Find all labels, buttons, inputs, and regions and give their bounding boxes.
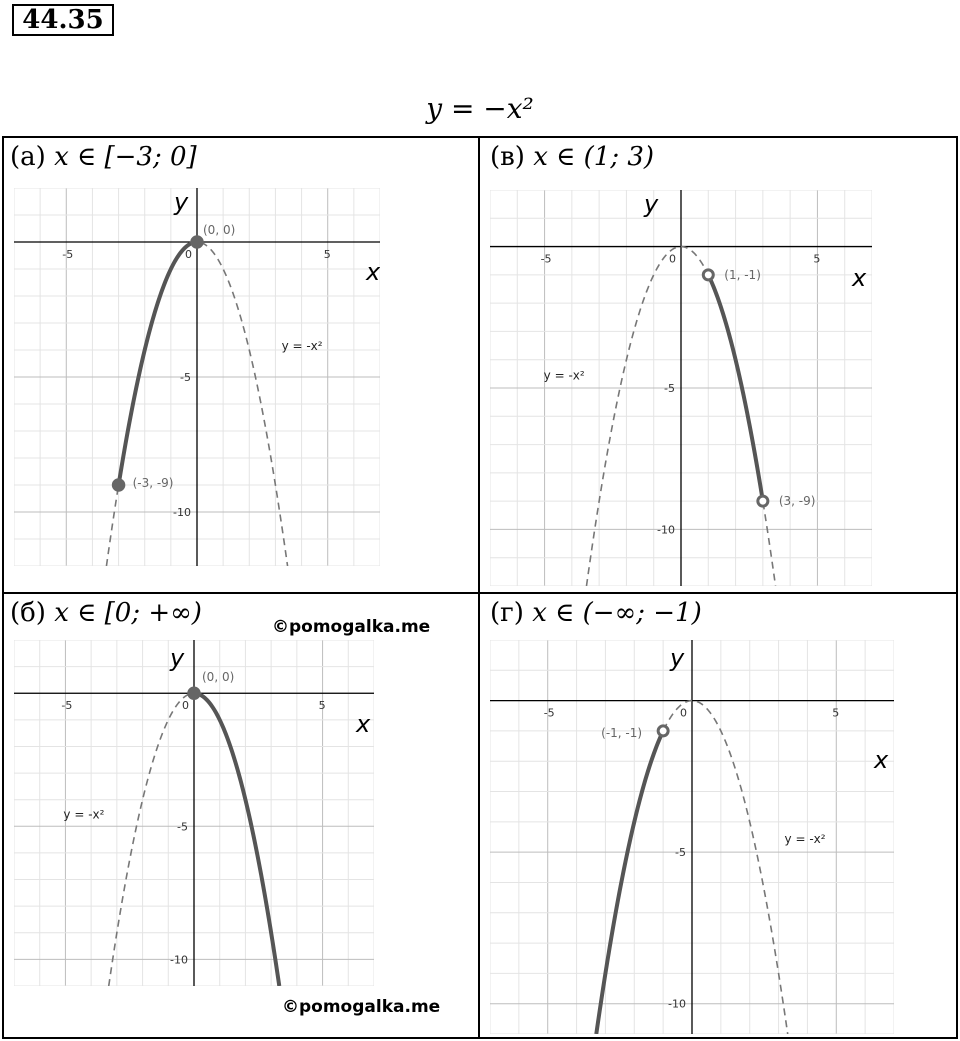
y-tick-label: -5 xyxy=(675,846,686,860)
y-tick-label: -5 xyxy=(664,382,675,395)
panel-a-interval: x ∈ [−3; 0] xyxy=(54,142,197,172)
panel-v-prefix: (в) xyxy=(490,142,525,172)
panel-a-label xyxy=(10,142,197,172)
point-label: (0, 0) xyxy=(202,670,235,685)
point-label: (-3, -9) xyxy=(132,476,174,490)
y-axis-label: y xyxy=(170,644,185,672)
x-tick-label: 5 xyxy=(813,252,821,266)
y-tick-label: -5 xyxy=(180,371,191,384)
curve-label: y = -x² xyxy=(784,832,826,847)
x-tick-label: 0 xyxy=(185,248,192,261)
panel-v-interval: x ∈ (1; 3) xyxy=(533,142,655,172)
chart-panel-g xyxy=(490,640,894,1034)
panel-a-prefix: (а) xyxy=(10,142,46,172)
curve-label: y = -x² xyxy=(543,368,585,383)
main-formula: y = −x² xyxy=(426,92,534,125)
point-marker xyxy=(191,236,203,248)
x-tick-label: 0 xyxy=(680,706,687,720)
x-tick-label: 0 xyxy=(182,699,189,713)
watermark-top: ©pomogalka.me xyxy=(272,617,431,637)
x-axis-label: x xyxy=(366,258,380,286)
watermark-bottom: ©pomogalka.me xyxy=(282,997,441,1017)
table-divider-horizontal xyxy=(2,592,958,594)
x-tick-label: -5 xyxy=(61,699,73,713)
x-tick-label: -5 xyxy=(62,248,74,261)
x-tick-label: 5 xyxy=(832,706,840,720)
panel-g-interval: x ∈ (−∞; −1) xyxy=(532,598,702,628)
point-marker xyxy=(113,479,125,491)
curve-label: y = -x² xyxy=(63,807,105,822)
panel-g-prefix: (г) xyxy=(490,598,524,628)
parabola-segment xyxy=(119,242,197,485)
x-tick-label: 5 xyxy=(318,699,326,713)
y-tick-label: -10 xyxy=(668,997,686,1011)
table-divider-vertical xyxy=(478,136,480,1039)
y-axis-label: y xyxy=(174,188,189,216)
y-tick-label: -10 xyxy=(657,523,675,537)
point-label: (1, -1) xyxy=(724,267,761,282)
y-tick-label: -5 xyxy=(177,820,188,834)
point-marker xyxy=(188,687,200,699)
point-marker xyxy=(758,496,768,506)
y-tick-label: -10 xyxy=(173,506,191,519)
chart-panel-v xyxy=(490,190,872,586)
parabola-segment xyxy=(194,693,279,986)
chart-panel-a xyxy=(14,188,380,566)
point-label: (-1, -1) xyxy=(601,725,643,740)
chart-panel-b xyxy=(14,640,374,986)
curve-label: y = -x² xyxy=(281,339,323,353)
panel-b-interval: x ∈ [0; +∞) xyxy=(54,598,202,628)
panel-b-prefix: (б) xyxy=(10,598,46,628)
panel-g-label xyxy=(490,598,702,628)
x-tick-label: -5 xyxy=(540,252,552,266)
y-axis-label: y xyxy=(644,190,659,218)
x-tick-label: 0 xyxy=(669,252,676,266)
point-label: (3, -9) xyxy=(778,494,816,509)
panel-v-label xyxy=(490,142,654,172)
y-tick-label: -10 xyxy=(170,953,188,967)
x-axis-label: x xyxy=(874,746,889,774)
x-tick-label: -5 xyxy=(543,706,555,720)
problem-number: 44.35 xyxy=(12,4,114,36)
point-marker xyxy=(703,270,713,280)
point-marker xyxy=(658,726,668,736)
x-axis-label: x xyxy=(356,710,371,738)
panel-b-label xyxy=(10,598,202,628)
y-axis-label: y xyxy=(670,644,685,672)
point-label: (0, 0) xyxy=(203,223,236,237)
x-axis-label: x xyxy=(852,264,867,292)
x-tick-label: 5 xyxy=(323,248,331,261)
